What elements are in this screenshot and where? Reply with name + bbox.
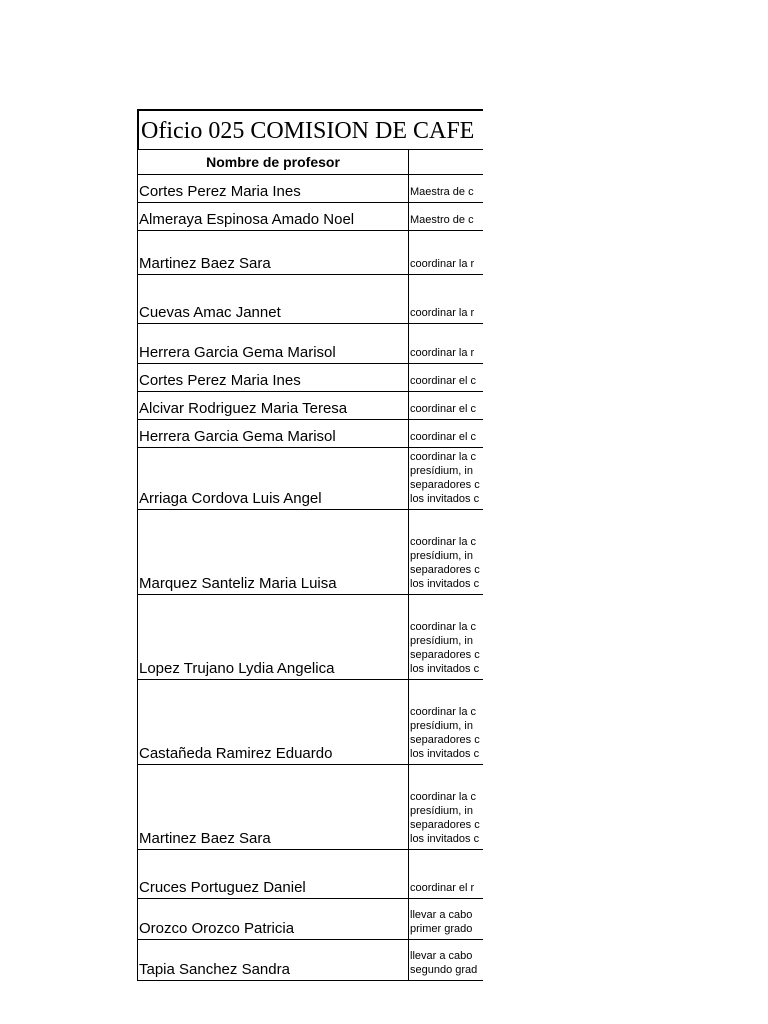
table-row xyxy=(138,448,484,510)
sheet-title: Oficio 025 COMISION DE CAFE xyxy=(137,109,483,149)
cell-description[interactable] xyxy=(409,680,484,765)
table-row xyxy=(138,364,484,392)
description-line: coordinar el c xyxy=(410,403,477,415)
spreadsheet xyxy=(137,109,483,981)
cell-teacher-name[interactable]: Arriaga Cordova Luis Angel xyxy=(138,448,409,510)
description-line: coordinar el r xyxy=(410,882,475,894)
table-row xyxy=(138,324,484,364)
cell-description[interactable] xyxy=(409,765,484,850)
description-line: los invitados c xyxy=(410,833,480,845)
cell-teacher-name[interactable]: Cuevas Amac Jannet xyxy=(138,275,409,324)
description-line: presídium, in xyxy=(410,805,473,817)
cell-description[interactable] xyxy=(409,448,484,510)
table-row xyxy=(138,850,484,899)
description-line: coordinar la r xyxy=(410,307,475,319)
teacher-table xyxy=(137,149,483,981)
cell-description[interactable] xyxy=(409,175,484,203)
description-line: coordinar la c xyxy=(410,451,477,463)
description-line: los invitados c xyxy=(410,663,480,675)
cell-teacher-name[interactable]: Lopez Trujano Lydia Angelica xyxy=(138,595,409,680)
cell-description[interactable] xyxy=(409,324,484,364)
table-row xyxy=(138,231,484,275)
table-row xyxy=(138,203,484,231)
cell-description[interactable] xyxy=(409,850,484,899)
cell-description[interactable] xyxy=(409,510,484,595)
cell-description[interactable] xyxy=(409,940,484,981)
description-line: Maestra de c xyxy=(410,186,474,198)
cell-description[interactable] xyxy=(409,275,484,324)
description-line: presídium, in xyxy=(410,635,473,647)
cell-teacher-name[interactable]: Marquez Santeliz Maria Luisa xyxy=(138,510,409,595)
description-line: coordinar la r xyxy=(410,258,475,270)
description-line: presídium, in xyxy=(410,465,473,477)
table-header-row xyxy=(138,150,484,175)
description-line: los invitados c xyxy=(410,578,480,590)
table-row xyxy=(138,420,484,448)
cell-description[interactable] xyxy=(409,595,484,680)
description-line: primer grado xyxy=(410,923,473,935)
cell-description[interactable] xyxy=(409,231,484,275)
table-row xyxy=(138,595,484,680)
description-line: presídium, in xyxy=(410,720,473,732)
table-row xyxy=(138,392,484,420)
cell-description[interactable] xyxy=(409,392,484,420)
description-line: separadores c xyxy=(410,734,480,746)
description-line: coordinar la c xyxy=(410,706,477,718)
cell-description[interactable] xyxy=(409,420,484,448)
cell-teacher-name[interactable]: Cruces Portuguez Daniel xyxy=(138,850,409,899)
cell-description[interactable] xyxy=(409,364,484,392)
description-line: coordinar la r xyxy=(410,347,475,359)
description-line: llevar a cabo xyxy=(410,950,473,962)
table-row xyxy=(138,765,484,850)
cell-teacher-name[interactable]: Alcivar Rodriguez Maria Teresa xyxy=(138,392,409,420)
description-line: separadores c xyxy=(410,819,480,831)
cell-teacher-name[interactable]: Cortes Perez Maria Ines xyxy=(138,175,409,203)
header-empty[interactable] xyxy=(409,150,484,175)
header-teacher-name[interactable]: Nombre de profesor xyxy=(138,150,409,175)
cell-description[interactable] xyxy=(409,203,484,231)
table-row xyxy=(138,899,484,940)
cell-teacher-name[interactable]: Martinez Baez Sara xyxy=(138,765,409,850)
cell-teacher-name[interactable]: Martinez Baez Sara xyxy=(138,231,409,275)
description-line: Maestro de c xyxy=(410,214,474,226)
description-line: presídium, in xyxy=(410,550,473,562)
cell-teacher-name[interactable]: Tapia Sanchez Sandra xyxy=(138,940,409,981)
table-row xyxy=(138,175,484,203)
table-row xyxy=(138,940,484,981)
description-line: coordinar el c xyxy=(410,431,477,443)
description-line: separadores c xyxy=(410,479,480,491)
cell-teacher-name[interactable]: Cortes Perez Maria Ines xyxy=(138,364,409,392)
description-line: los invitados c xyxy=(410,748,480,760)
description-line: separadores c xyxy=(410,564,480,576)
description-line: coordinar la c xyxy=(410,621,477,633)
cell-teacher-name[interactable]: Orozco Orozco Patricia xyxy=(138,899,409,940)
cell-teacher-name[interactable]: Herrera Garcia Gema Marisol xyxy=(138,420,409,448)
cell-description[interactable] xyxy=(409,899,484,940)
description-line: separadores c xyxy=(410,649,480,661)
description-line: coordinar la c xyxy=(410,536,477,548)
cell-teacher-name[interactable]: Almeraya Espinosa Amado Noel xyxy=(138,203,409,231)
table-row xyxy=(138,680,484,765)
description-line: segundo grad xyxy=(410,964,478,976)
description-line: coordinar el c xyxy=(410,375,477,387)
description-line: coordinar la c xyxy=(410,791,477,803)
table-row xyxy=(138,510,484,595)
table-row xyxy=(138,275,484,324)
cell-teacher-name[interactable]: Herrera Garcia Gema Marisol xyxy=(138,324,409,364)
cell-teacher-name[interactable]: Castañeda Ramirez Eduardo xyxy=(138,680,409,765)
description-line: llevar a cabo xyxy=(410,909,473,921)
description-line: los invitados c xyxy=(410,493,480,505)
